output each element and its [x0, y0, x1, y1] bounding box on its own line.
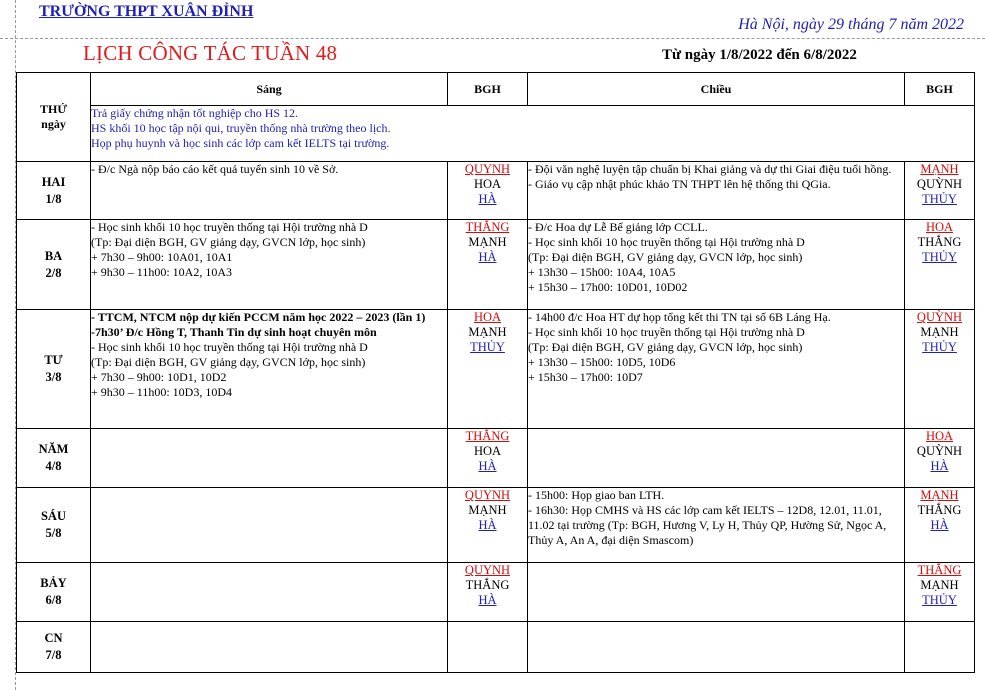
schedule-row — [17, 563, 975, 622]
day-date: 5/8 — [45, 526, 62, 540]
morning-item: (Tp: Đại diện BGH, GV giảng dạy, GVCN lớp, học sinh) — [91, 235, 366, 249]
margin-guide-top — [0, 38, 985, 39]
day-cell — [17, 429, 91, 488]
bgh-person: HOA — [473, 310, 502, 324]
bgh-person: THỦY — [470, 340, 505, 354]
day-name: NĂM — [38, 442, 69, 456]
bgh-am-cell — [448, 429, 528, 488]
afternoon-item: (Tp: Đại diện BGH, GV giảng dạy, GVCN lớp, học sinh) — [528, 250, 803, 264]
schedule-row — [17, 622, 975, 673]
afternoon-item: - 15h00: Họp giao ban LTH. — [528, 488, 665, 502]
bgh-am-cell — [448, 488, 528, 563]
bgh-person: MẠNH — [920, 162, 959, 176]
bgh-pm-cell — [905, 563, 975, 622]
bgh-person: MẠNH — [920, 325, 959, 339]
afternoon-cell — [528, 622, 905, 673]
dateline: Hà Nội, ngày 29 tháng 7 năm 2022 — [738, 16, 964, 33]
afternoon-cell — [528, 220, 905, 310]
header-day-label: THỨ — [40, 102, 67, 116]
morning-cell — [91, 220, 448, 310]
bgh-person: QUYNH — [464, 563, 511, 577]
bgh-pm-cell — [905, 429, 975, 488]
day-date: 2/8 — [45, 265, 62, 280]
note-line: HS khối 10 học tập nội qui, truyền thống nhà trường theo lịch. — [91, 121, 391, 136]
afternoon-item: - Đ/c Hoa dự Lễ Bế giảng lớp CCLL. — [528, 220, 708, 234]
header-afternoon: Chiều — [528, 73, 905, 106]
bgh-person: THẮNG — [465, 220, 510, 234]
morning-item: + 9h30 – 11h00: 10A2, 10A3 — [91, 265, 232, 279]
header-day — [17, 73, 91, 162]
day-name: CN — [44, 631, 63, 645]
schedule-row — [17, 488, 975, 563]
header-bgh-pm: BGH — [905, 73, 975, 106]
bgh-person: HÀ — [478, 518, 497, 532]
bgh-person: MẠNH — [920, 578, 959, 592]
bgh-person: HOA — [925, 429, 954, 443]
bgh-person: MẠNH — [920, 488, 959, 502]
morning-item: - Học sinh khối 10 học truyền thống tại Hội trường nhà D — [91, 220, 368, 234]
afternoon-item: - 14h00 đ/c Hoa HT dự họp tổng kết thi TN tại số 6B Láng Hạ. — [528, 310, 831, 324]
bgh-person: HÀ — [478, 250, 497, 264]
morning-cell — [91, 563, 448, 622]
day-cell — [17, 563, 91, 622]
bgh-person: THẮNG — [465, 429, 510, 443]
morning-item: - TTCM, NTCM nộp dự kiến PCCM năm học 2022 – 2023 (lần 1) — [91, 310, 426, 324]
morning-item: -7h30’ Đ/c Hồng T, Thanh Tin dự sinh hoạt chuyên môn — [91, 325, 377, 339]
bgh-person: HOA — [925, 220, 954, 234]
day-date: 7/8 — [45, 648, 62, 662]
day-date: 3/8 — [45, 370, 62, 384]
bgh-person: THỦY — [922, 340, 957, 354]
afternoon-item: - Đội văn nghệ luyện tập chuẩn bị Khai giảng và dự thi Giai điệu tuổi hồng. — [528, 162, 892, 176]
bgh-am-cell — [448, 162, 528, 220]
bgh-am-cell — [448, 622, 528, 673]
bgh-person: MẠNH — [468, 325, 507, 339]
bgh-pm-cell — [905, 488, 975, 563]
bgh-person: THẮNG — [917, 235, 962, 249]
morning-item: + 7h30 – 9h00: 10D1, 10D2 — [91, 370, 227, 384]
bgh-person: THỦY — [922, 192, 957, 206]
morning-item: + 7h30 – 9h00: 10A01, 10A1 — [91, 250, 233, 264]
afternoon-item: - Học sinh khối 10 học truyền thống tại Hội trường nhà D — [528, 325, 805, 339]
header-row — [17, 73, 975, 106]
afternoon-cell — [528, 310, 905, 429]
bgh-pm-cell — [905, 220, 975, 310]
day-date: 4/8 — [45, 459, 62, 473]
afternoon-cell — [528, 563, 905, 622]
afternoon-item: - Học sinh khối 10 học truyền thống tại Hội trường nhà D — [528, 235, 805, 249]
day-name: SÁU — [40, 509, 66, 523]
header-day-sub: ngày — [41, 117, 66, 131]
day-name: BA — [44, 248, 63, 263]
morning-cell — [91, 429, 448, 488]
school-name: TRƯỜNG THPT XUÂN ĐỈNH — [39, 3, 254, 20]
notes-cell-right — [905, 106, 975, 162]
notes-row — [17, 106, 975, 162]
header-bgh-am: BGH — [448, 73, 528, 106]
bgh-am-cell — [448, 310, 528, 429]
afternoon-item: - Giáo vụ cập nhật phúc khảo TN THPT lên hệ thống thi QGia. — [528, 177, 831, 191]
bgh-pm-cell — [905, 622, 975, 673]
note-line: Trả giấy chứng nhận tốt nghiệp cho HS 12. — [91, 106, 299, 121]
bgh-person: QUYNH — [464, 162, 511, 176]
bgh-person: THỦY — [922, 250, 957, 264]
bgh-pm-cell — [905, 162, 975, 220]
morning-item: - Học sinh khối 10 học truyền thống tại Hội trường nhà D — [91, 340, 368, 354]
note-line: Họp phụ huynh và học sinh các lớp cam kết IELTS tại trường. — [91, 136, 390, 151]
schedule-table — [16, 72, 975, 673]
bgh-pm-cell — [905, 310, 975, 429]
day-cell — [17, 310, 91, 429]
day-cell — [17, 622, 91, 673]
notes-cell — [91, 106, 905, 162]
afternoon-item: + 13h30 – 15h00: 10A4, 10A5 — [528, 265, 676, 279]
day-date: 1/8 — [45, 191, 62, 206]
afternoon-cell — [528, 162, 905, 220]
bgh-person: HOA — [473, 177, 502, 191]
morning-item: - Đ/c Ngà nộp báo cáo kết quả tuyển sinh 10 về Sở. — [91, 162, 339, 176]
afternoon-cell — [528, 429, 905, 488]
bgh-am-cell — [448, 563, 528, 622]
date-range: Từ ngày 1/8/2022 đến 6/8/2022 — [662, 47, 857, 63]
bgh-person: THẮNG — [917, 563, 962, 577]
day-name: TƯ — [44, 353, 63, 367]
morning-item: (Tp: Đại diện BGH, GV giảng dạy, GVCN lớp, học sinh) — [91, 355, 366, 369]
bgh-person: QUYNH — [464, 488, 511, 502]
afternoon-item: + 13h30 – 15h00: 10D5, 10D6 — [528, 355, 676, 369]
day-cell — [17, 162, 91, 220]
morning-cell — [91, 162, 448, 220]
schedule-row — [17, 220, 975, 310]
bgh-person: HÀ — [478, 593, 497, 607]
day-name: BẢY — [40, 576, 67, 590]
afternoon-item: + 15h30 – 17h00: 10D01, 10D02 — [528, 280, 688, 294]
bgh-person: MẠNH — [468, 503, 507, 517]
schedule-row — [17, 429, 975, 488]
page-title: LỊCH CÔNG TÁC TUẦN 48 — [83, 41, 338, 65]
schedule-rows — [17, 162, 975, 673]
bgh-person: HOA — [473, 444, 502, 458]
day-cell — [17, 220, 91, 310]
bgh-am-cell — [448, 220, 528, 310]
header-morning: Sáng — [91, 73, 448, 106]
afternoon-item: - 16h30: Họp CMHS và HS các lớp cam kết IELTS – 12D8, 12.01, 11.01, 11.02 tại trường (Tp: BGH, Hương V, Ly H, Thủy QP, Hường Sử, Ngọc A, Thủy A, An A, đại diện Smascom) — [528, 503, 887, 547]
morning-cell — [91, 310, 448, 429]
bgh-person: QUỲNH — [916, 310, 963, 324]
morning-cell — [91, 488, 448, 563]
bgh-person: HÀ — [930, 518, 949, 532]
bgh-person: HÀ — [478, 192, 497, 206]
bgh-person: THẮNG — [465, 578, 510, 592]
morning-item: + 9h30 – 11h00: 10D3, 10D4 — [91, 385, 232, 399]
bgh-person: THỦY — [922, 593, 957, 607]
afternoon-cell — [528, 488, 905, 563]
schedule-row — [17, 310, 975, 429]
bgh-person: HÀ — [478, 459, 497, 473]
bgh-person: QUỲNH — [916, 444, 963, 458]
bgh-person: QUỲNH — [916, 177, 963, 191]
day-date: 6/8 — [45, 593, 62, 607]
afternoon-item: + 15h30 – 17h00: 10D7 — [528, 370, 643, 384]
morning-cell — [91, 622, 448, 673]
schedule-row — [17, 162, 975, 220]
bgh-person: THẮNG — [917, 503, 962, 517]
bgh-person: HÀ — [930, 459, 949, 473]
day-cell — [17, 488, 91, 563]
day-name: HAI — [41, 174, 66, 189]
afternoon-item: (Tp: Đại diện BGH, GV giảng dạy, GVCN lớp, học sinh) — [528, 340, 803, 354]
bgh-person: MẠNH — [468, 235, 507, 249]
